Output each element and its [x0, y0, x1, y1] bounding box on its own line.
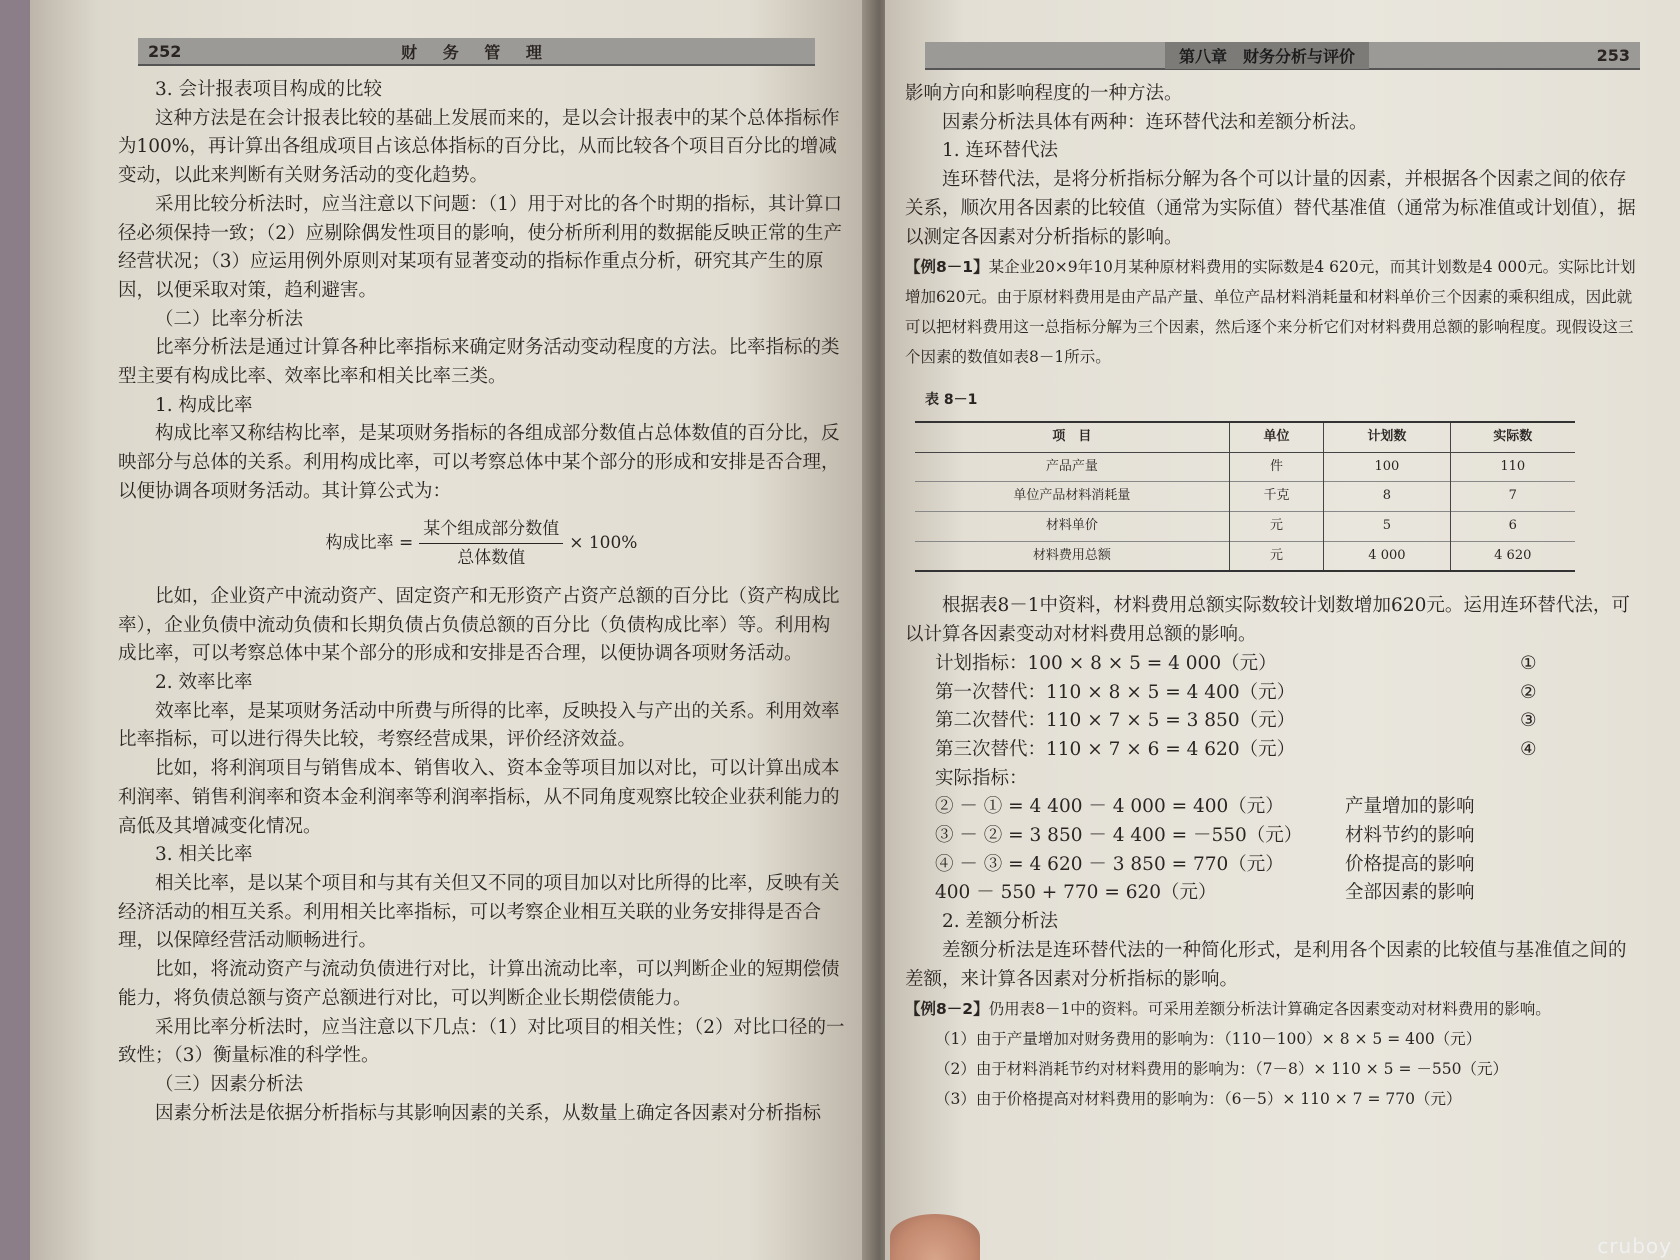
paragraph: 因素分析法是依据分析指标与其影响因素的关系，从数量上确定各因素对分析指标 [155, 1102, 822, 1124]
watermark: cruboy [1597, 1234, 1672, 1258]
example-8-2 [905, 994, 1640, 1024]
table-cell: 材料单价 [915, 512, 1229, 542]
left-page-number: 252 [148, 41, 182, 61]
paragraph: （三）因素分析法 [155, 1073, 304, 1095]
thumb [890, 1214, 980, 1260]
list-item: （3）由于价格提高对材料费用的影响为：（6－5）× 110 × 7 = 770（元） [935, 1090, 1462, 1109]
formula-lhs: 构成比率 = [325, 533, 414, 554]
calc-text: 第一次替代：110 × 8 × 5 = 4 400（元） [935, 681, 1296, 703]
table-header-cell: 计划数 [1324, 422, 1450, 452]
paragraph: （二）比率分析法 [155, 308, 304, 330]
list-item: （1）由于产量增加对财务费用的影响为：（110－100）× 8 × 5 = 400（元） [935, 1030, 1482, 1049]
table-cell: 4 000 [1324, 541, 1450, 571]
table-8-1 [915, 421, 1575, 573]
actual-label: 实际指标： [935, 767, 1028, 789]
analysis-meaning: 产量增加的影响 [1345, 796, 1475, 818]
example-8-1 [905, 252, 1640, 372]
analysis-expression: ③ － ② = 3 850 － 4 400 = －550（元） [935, 825, 1303, 847]
table-cell: 8 [1324, 482, 1450, 512]
formula-numerator: 某个组成部分数值 [419, 515, 563, 545]
table-cell: 4 620 [1494, 547, 1532, 563]
table-caption: 表 8－1 [925, 392, 978, 409]
example-8-1-text: 某企业20×9年10月某种原材料费用的实际数是4 620元，而其计划数是4 000元。实际比计划增加620元。由于原材料费用是由产品产量、单位产品材料消耗量和材料单价三个因素的乘积组成，因此就可以把材料费用这一总指标分解为三个因素，然后逐个来分析它们对材料费用总额的影响程度。现假设这三个因素的数值如表8－1所示。 [905, 258, 1636, 367]
table-cell: 千克 [1229, 482, 1324, 512]
table-cell: 元 [1229, 512, 1324, 542]
table-cell: 100 [1324, 452, 1450, 482]
example-8-1-label: 【例8－1】 [905, 258, 989, 277]
table-cell: 材料费用总额 [915, 541, 1229, 571]
chapter-label: 第八章 财务分析与评价 [1165, 42, 1369, 69]
analysis-row [935, 851, 1640, 880]
table-cell: 6 [1508, 518, 1517, 534]
left-page-body [118, 76, 845, 1128]
list-item: （2）由于材料消耗节约对材料费用的影响为：（7－8）× 110 × 5 = －550（元） [935, 1060, 1508, 1079]
paragraph: 1. 连环替代法 [942, 140, 1059, 162]
calc-mark: ④ [1520, 738, 1537, 760]
table-cell: 7 [1508, 488, 1517, 504]
section2-text: 差额分析法是连环替代法的一种简化形式，是利用各个因素的比较值与基准值之间的差额，来计算各因素对分析指标的影响。 [905, 939, 1627, 990]
paragraph: 比如，将流动资产与流动负债进行对比，计算出流动比率，可以判断企业的短期偿债能力，将负债总额与资产总额进行对比，可以判断企业长期偿债能力。 [118, 959, 840, 1009]
table-cell: 5 [1324, 512, 1450, 542]
section2-head: 2. 差额分析法 [942, 911, 1059, 933]
example-8-2-text: 仍用表8－1中的资料。可采用差额分析法计算确定各因素变动对材料费用的影响。 [988, 1000, 1551, 1019]
table-row [915, 452, 1575, 482]
example-8-2-label: 【例8－2】 [905, 1000, 989, 1019]
table-header-cell: 单位 [1229, 422, 1324, 452]
composition-ratio-formula [118, 515, 845, 573]
table-row [915, 482, 1575, 512]
paragraph: 影响方向和影响程度的一种方法。 [905, 83, 1183, 104]
formula-rhs: × 100% [569, 533, 638, 554]
calc-mark: ② [1520, 681, 1537, 703]
table-cell: 110 [1500, 458, 1526, 474]
table-cell: 单位产品材料消耗量 [915, 482, 1229, 512]
paragraph: 效率比率，是某项财务活动中所费与所得的比率，反映投入与产出的关系。利用效率比率指标，可以进行得失比较，考察经营成果，评价经济效益。 [118, 700, 840, 751]
calc-row [935, 679, 1640, 708]
book-title: 财 务 管 理 [401, 42, 552, 62]
paragraph: 采用比较分析法时，应当注意以下问题：（1）用于对比的各个时期的指标，其计算口径必须保持一致；（2）应剔除偶发性项目的影响，使分析所利用的数据能反映正常的生产经营状况；（3）应运用例外原则对某项有显著变动的指标作重点分析，研究其产生的原因，以便采取对策，趋利避害。 [118, 193, 843, 301]
analysis-meaning: 材料节约的影响 [1345, 825, 1475, 847]
analysis-row [935, 879, 1640, 908]
right-page-number: 253 [1596, 45, 1630, 65]
analysis-row [935, 822, 1640, 851]
table-header-cell: 实际数 [1493, 428, 1533, 444]
analysis-meaning: 价格提高的影响 [1345, 853, 1475, 875]
paragraph: 相关比率，是以某个项目和与其有关但又不同的项目加以对比所得的比率，反映有关经济活动的相互关系。利用相关比率指标，可以考察企业相互关联的业务安排得是否合理，以保障经营活动顺畅进行。 [118, 872, 840, 952]
right-page-header [925, 42, 1640, 70]
paragraph: 这种方法是在会计报表比较的基础上发展而来的，是以会计报表中的某个总体指标作为100%，再计算出各组成项目占该总体指标的百分比，从而比较各个项目百分比的增减变动，以此来判断有关财务活动的变化趋势。 [118, 107, 840, 187]
analysis-expression: 400 － 550 + 770 = 620（元） [935, 882, 1217, 904]
table-header-cell: 项 目 [915, 422, 1229, 452]
analysis-meaning: 全部因素的影响 [1345, 882, 1475, 904]
right-page [885, 0, 1680, 1260]
analysis-expression: ② － ① = 4 400 － 4 000 = 400（元） [935, 796, 1284, 818]
paragraph: 3. 会计报表项目构成的比较 [155, 79, 383, 100]
formula-fraction [419, 515, 563, 573]
paragraph: 比如，企业资产中流动资产、固定资产和无形资产占资产总额的百分比（资产构成比率），企业负债中流动负债和长期负债占负债总额的百分比（负债构成比率）等。利用构成比率，可以考察总体中某个部分的形成和安排是否合理，以便协调各项财务活动。 [118, 585, 840, 665]
paragraph: 比率分析法是通过计算各种比率指标来确定财务活动变动程度的方法。比率指标的类型主要有构成比率、效率比率和相关比率三类。 [118, 337, 840, 388]
table-row [915, 512, 1575, 542]
table-cell: 元 [1229, 541, 1324, 571]
analysis-row [935, 793, 1640, 822]
calc-mark: ③ [1520, 710, 1537, 732]
paragraph: 构成比率又称结构比率，是某项财务指标的各组成部分数值占总体数值的百分比，反映部分与总体的关系。利用构成比率，可以考察总体中某个部分的形成和安排是否合理，以便协调各项财务活动。其计算公式为： [118, 423, 840, 502]
paragraph: 比如，将利润项目与销售成本、销售收入、资本金等项目加以对比，可以计算出成本利润率、销售利润率和资本金利润率等利润率指标，从不同角度观察比较企业获利能力的高低及其增减变化情况。 [118, 758, 840, 837]
calc-text: 计划指标：100 × 8 × 5 = 4 000（元） [935, 652, 1277, 674]
paragraph: 3. 相关比率 [155, 844, 253, 866]
analysis-expression: ④ － ③ = 4 620 － 3 850 = 770（元） [935, 853, 1284, 875]
after-table-text: 根据表8－1中资料，材料费用总额实际数较计划数增加620元。运用连环替代法，可以计算各因素变动对材料费用总额的影响。 [905, 595, 1630, 646]
left-page-header [138, 38, 815, 66]
left-page [30, 0, 875, 1260]
right-page-body [905, 80, 1640, 1114]
paragraph: 2. 效率比率 [155, 672, 253, 694]
table-row [915, 541, 1575, 571]
calc-mark: ① [1520, 652, 1537, 674]
calc-row [935, 707, 1640, 736]
paragraph: 连环替代法，是将分析指标分解为各个可以计量的因素，并根据各个因素之间的依存关系，顺次用各因素的比较值（通常为实际值）替代基准值（通常为标准值或计划值），据以测定各因素对分析指标的影响。 [905, 169, 1636, 248]
calc-row [935, 736, 1640, 765]
calc-row [935, 650, 1640, 679]
calc-text: 第三次替代：110 × 7 × 6 = 4 620（元） [935, 738, 1296, 760]
paragraph: 1. 构成比率 [155, 394, 253, 416]
paragraph: 因素分析法具体有两种：连环替代法和差额分析法。 [942, 111, 1368, 133]
formula-denominator: 总体数值 [457, 548, 526, 569]
table-cell: 产品产量 [915, 452, 1229, 482]
calc-text: 第二次替代：110 × 7 × 5 = 3 850（元） [935, 710, 1296, 732]
table-cell: 件 [1229, 452, 1324, 482]
paragraph: 采用比率分析法时，应当注意以下几点：（1）对比项目的相关性；（2）对比口径的一致性；（3）衡量标准的科学性。 [118, 1016, 845, 1067]
